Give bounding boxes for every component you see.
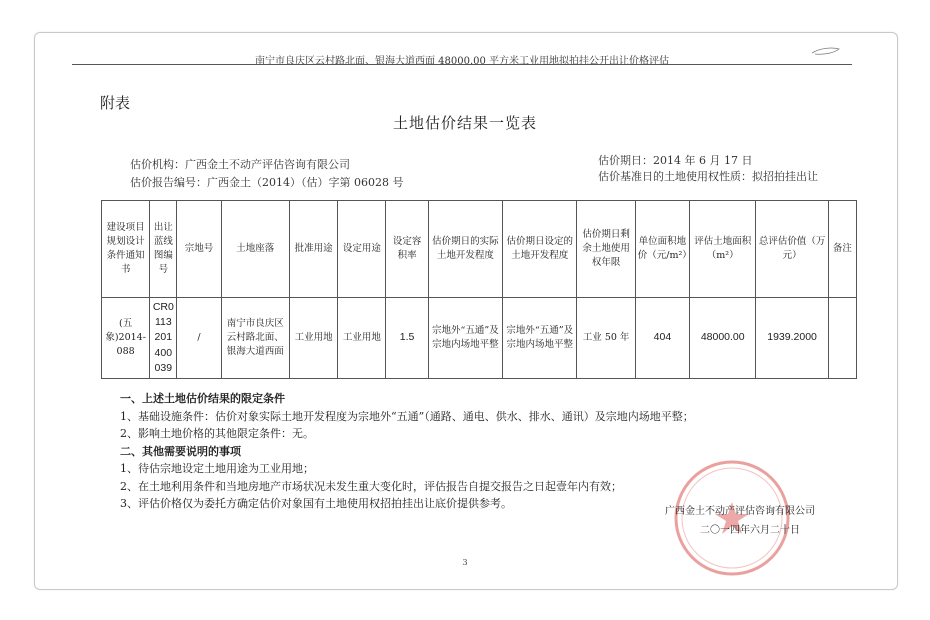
header-cell: 总评估价值（万元） <box>756 201 828 298</box>
header-cell: 出让蓝线图编号 <box>150 201 177 298</box>
header-cell: 估价期日剩余土地使用权年限 <box>577 201 635 298</box>
header-cell: 设定用途 <box>338 201 386 298</box>
parcel-cell: / <box>177 298 221 379</box>
header-cell: 估价期日的实际土地开发程度 <box>428 201 502 298</box>
header-cell: 评估土地面积（m²） <box>690 201 756 298</box>
signature-date: 二〇一四年六月二十日 <box>700 525 800 536</box>
header-cell: 宗地号 <box>177 201 221 298</box>
agency-line: 估价机构：广西金土不动产评估咨询有限公司 <box>130 158 350 171</box>
blueline-cell: CR0113201400039 <box>150 298 177 379</box>
table-row <box>102 298 857 379</box>
area-cell: 48000.00 <box>690 298 756 379</box>
location-cell: 南宁市良庆区云村路北面、银海大道西面 <box>221 298 289 379</box>
header-rule <box>72 64 852 65</box>
valuation-date-line: 估价期日：2014 年 6 月 17 日 <box>598 154 753 167</box>
signature-company: 广西金土不动产评估咨询有限公司 <box>665 506 815 517</box>
header-cell: 建设项目规划设计条件通知书 <box>102 201 150 298</box>
remark-cell <box>828 298 856 379</box>
appendix-label: 附表 <box>100 94 131 112</box>
table-header-row <box>102 201 857 298</box>
notes-item: 3、评估价格仅为委托方确定估价对象国有土地使用权招拍挂出让底价提供参考。 <box>120 497 512 510</box>
pen-mark-icon <box>810 44 842 58</box>
far-cell: 1.5 <box>386 298 428 379</box>
set-dev-cell: 宗地外“五通”及宗地内场地平整 <box>503 298 577 379</box>
page-number: 3 <box>462 558 468 567</box>
header-cell: 备注 <box>828 201 856 298</box>
actual-dev-cell: 宗地外“五通”及宗地内场地平整 <box>428 298 502 379</box>
notice-cell: (五象)2014-088 <box>102 298 150 379</box>
header-cell: 单位面积地价（元/m²） <box>635 201 689 298</box>
notes-section <box>120 390 694 513</box>
notes-item: 2、在土地利用条件和当地房地产市场状况未发生重大变化时，评估报告自提交报告之日起壹年内有效； <box>120 479 622 493</box>
total-value-cell: 1939.2000 <box>756 298 828 379</box>
page-title: 土地估价结果一览表 <box>392 114 537 132</box>
remaining-years-cell: 工业 50 年 <box>577 298 635 379</box>
running-header: 南宁市良庆区云村路北面、银海大道西面 48000.00 平方米工业用地拟拍挂公开出让价格评估 <box>254 56 670 67</box>
header-cell: 土地座落 <box>221 201 289 298</box>
header-cell: 设定容积率 <box>386 201 428 298</box>
notes-item: 1、基础设施条件：估价对象实际土地开发程度为宗地外“五通”（通路、通电、供水、排水、通讯）及宗地内场地平整； <box>120 409 694 423</box>
valuation-result-table <box>101 200 857 379</box>
land-use-nature-line: 估价基准日的土地使用权性质：拟招拍挂出让 <box>598 170 818 183</box>
notes-section2-title: 二、其他需要说明的事项 <box>120 444 241 458</box>
notes-item: 2、影响土地价格的其他限定条件：无。 <box>120 427 314 440</box>
set-use-cell: 工业用地 <box>338 298 386 379</box>
report-number-line: 估价报告编号：广西金土（2014）（估）字第 06028 号 <box>130 176 404 189</box>
header-cell: 估价期日设定的土地开发程度 <box>503 201 577 298</box>
unit-price-cell: 404 <box>635 298 689 379</box>
approved-use-cell: 工业用地 <box>289 298 337 379</box>
header-cell: 批准用途 <box>289 201 337 298</box>
notes-section1-title: 一、上述土地估价结果的限定条件 <box>120 392 285 405</box>
notes-item: 1、待估宗地设定土地用途为工业用地； <box>120 462 314 475</box>
